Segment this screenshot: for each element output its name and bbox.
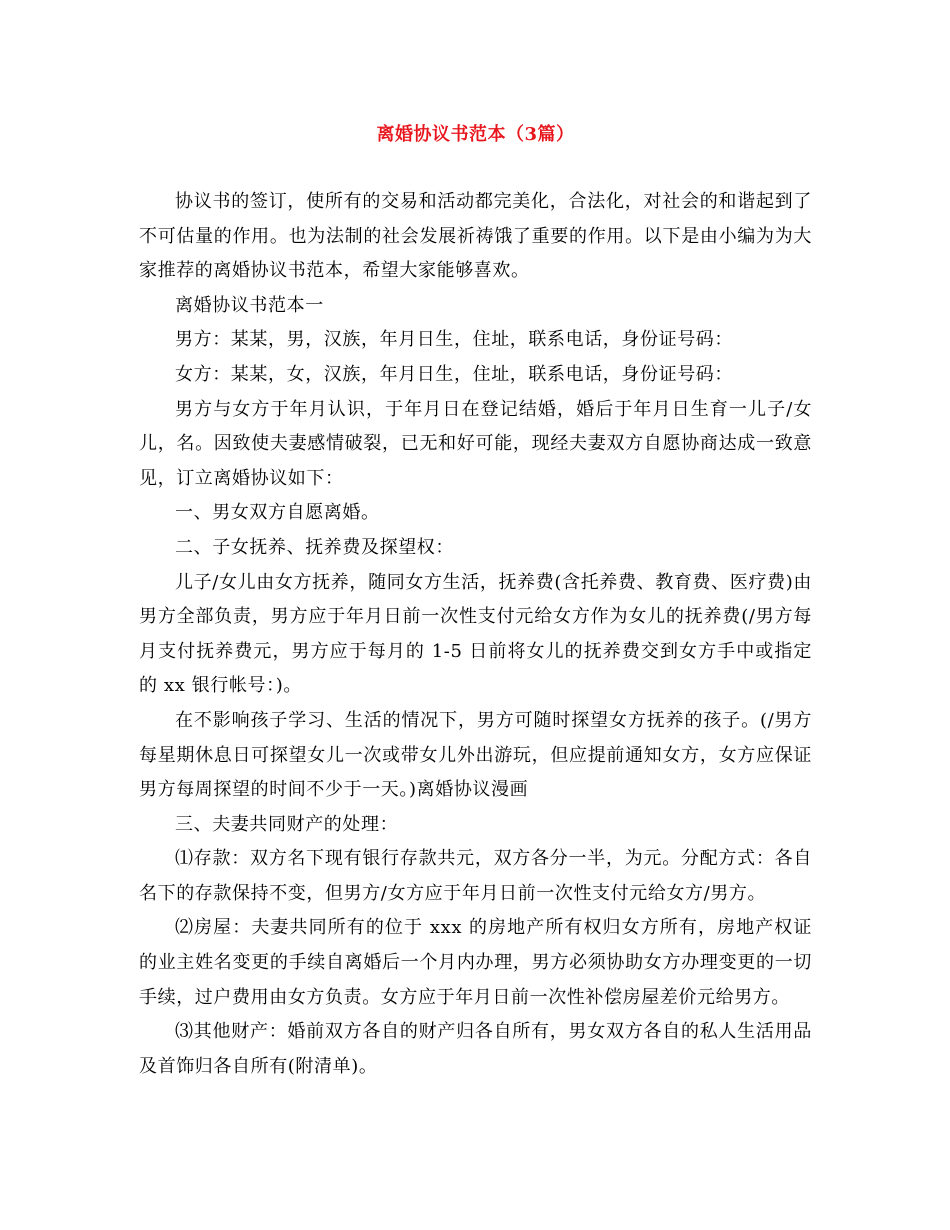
clause-three-heading: 三、夫妻共同财产的处理： (175, 813, 399, 835)
clause-two-heading: 二、子女抚养、抚养费及探望权： (175, 536, 454, 558)
clause-one: 一、男女双方自愿离婚。 (175, 502, 380, 524)
husband-info: 男方：某某，男，汉族，年月日生，住址，联系电话，身份证号码： (175, 329, 733, 351)
other-property-paragraph: ⑶其他财产：婚前双方各自的财产归各自所有，男女双方各自的私人生活用品及首饰归各自所有(附清单)。 (139, 1021, 812, 1077)
document-title: 离婚协议书范本（3篇） (376, 124, 575, 145)
marriage-background: 男方与女方于年月认识，于年月日在登记结婚，婚后于年月日生育一儿子/女儿，名。因致使夫妻感情破裂，已无和好可能，现经夫妻双方自愿协商达成一致意见，订立离婚协议如下： (139, 398, 812, 489)
child-custody-paragraph: 儿子/女儿由女方抚养，随同女方生活，抚养费(含托养费、教育费、医疗费)由男方全部负责，男方应于年月日前一次性支付元给女方作为女儿的抚养费(/男方每月支付抚养费元，男方应于每月的 1-5 日前将女儿的抚养费交到女方手中或指定的 xx 银行帐号：)。 (139, 571, 812, 697)
intro-paragraph: 协议书的签订，使所有的交易和活动都完美化，合法化，对社会的和谐起到了不可估量的作用。也为法制的社会发展祈祷饿了重要的作用。以下是由小编为为大家推荐的离婚协议书范本，希望大家能够喜欢。 (139, 191, 812, 282)
visitation-paragraph: 在不影响孩子学习、生活的情况下，男方可随时探望女方抚养的孩子。(/男方每星期休息日可探望女儿一次或带女儿外出游玩，但应提前通知女方，女方应保证男方每周探望的时间不少于一天。)离婚协议漫画 (139, 709, 812, 801)
section-heading-sample-one: 离婚协议书范本一 (175, 294, 324, 316)
wife-info: 女方：某某，女，汉族，年月日生，住址，联系电话，身份证号码： (175, 363, 733, 385)
savings-paragraph: ⑴存款：双方名下现有银行存款共元，双方各分一半，为元。分配方式：各自名下的存款保持不变，但男方/女方应于年月日前一次性支付元给女方/男方。 (139, 848, 812, 904)
house-paragraph: ⑵房屋：夫妻共同所有的位于 xxx 的房地产所有权归女方所有，房地产权证的业主姓名变更的手续自离婚后一个月内办理，男方必须协助女方办理变更的一切手续，过户费用由女方负责。女方应于年月日前一次性补偿房屋差价元给男方。 (139, 917, 812, 1008)
document-page (139, 121, 812, 1084)
